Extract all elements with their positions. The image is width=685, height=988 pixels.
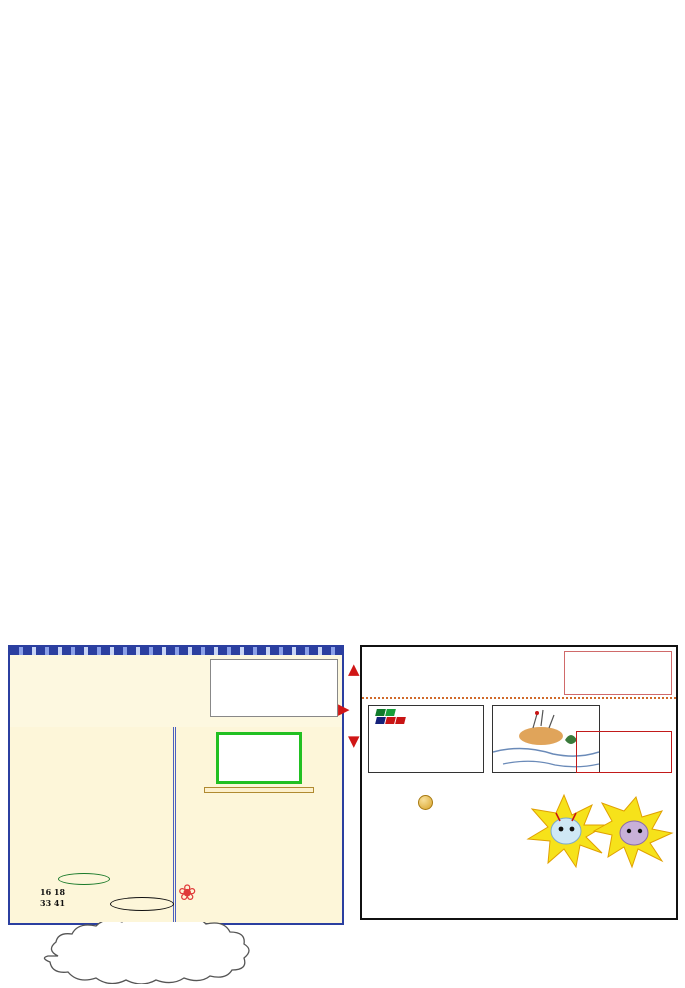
arrow-down-icon: ▼ — [348, 732, 360, 750]
mitu-flag-row2 — [372, 717, 480, 724]
foot-zhu-numbers: 16 18 33 41 — [40, 887, 66, 908]
cloud-callout — [18, 922, 348, 984]
decorative-ellipse-2 — [110, 897, 174, 911]
poster-left-footer — [10, 877, 342, 923]
mitu-flag-icon — [376, 709, 396, 716]
lei-badge — [418, 795, 433, 810]
mitu-label-row — [372, 709, 480, 716]
poster-right-body — [362, 699, 676, 918]
arrow-right-icon: ▶ — [338, 700, 350, 718]
poster-left-body — [10, 727, 342, 877]
xuanji-caption — [204, 787, 314, 793]
poster-left-header — [10, 655, 342, 723]
flower-icon: ❀ — [178, 881, 197, 906]
poster-left-blank-box — [210, 659, 338, 717]
poster-left-column-right — [176, 727, 342, 877]
poster-left-column-left — [10, 727, 176, 877]
xuanji-char — [216, 732, 302, 784]
poster-right-blank-box — [564, 651, 672, 695]
poster-left-footer-left — [10, 877, 176, 923]
decorative-ellipse — [58, 873, 110, 885]
cloud-shape-icon — [18, 922, 348, 984]
poster-top-strip — [10, 647, 342, 655]
zodiac-burst-illustration-icon — [524, 791, 674, 869]
arrow-up-icon: ▲ — [348, 660, 360, 678]
mitu-flag-icon-2 — [376, 717, 406, 724]
mitu-box — [368, 705, 484, 773]
poster-leifeng — [8, 645, 344, 925]
poster-zhuamawang — [360, 645, 678, 920]
wuxing-box — [576, 731, 672, 773]
poster-right-header — [362, 647, 676, 699]
poster-left-footer-right — [176, 877, 342, 923]
